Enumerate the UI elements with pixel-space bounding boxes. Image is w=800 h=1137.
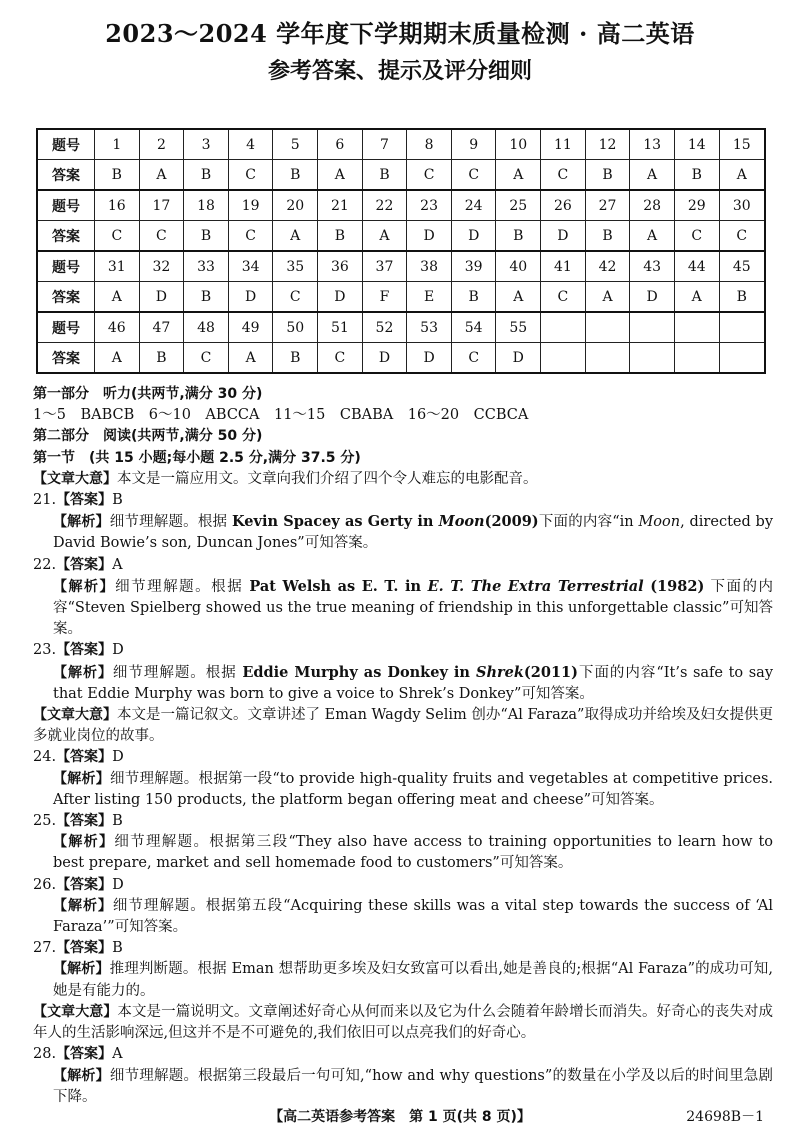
answer-cell: B bbox=[719, 282, 765, 313]
answer-cell: B bbox=[184, 282, 229, 313]
row-label: 题号 bbox=[37, 129, 95, 160]
answer-cell: F bbox=[362, 282, 407, 313]
row-label: 题号 bbox=[37, 251, 95, 282]
answer-cell: A bbox=[585, 282, 630, 313]
answer-cell: B bbox=[362, 160, 407, 191]
q24-answer: 24.【答案】D bbox=[33, 749, 124, 766]
answer-cell: D bbox=[139, 282, 184, 313]
question-number-cell: 27 bbox=[585, 190, 630, 221]
answer-cell: D bbox=[362, 343, 407, 374]
q22-analysis: 【解析】细节理解题。根据 Pat Welsh as E. T. in E. T. The Extra Terrestrial (1982) 下面的内容“Steven Spielberg showed us the true meaning of friendship in this unforgettable classic”可知答案。 bbox=[53, 577, 773, 638]
q27-analysis: 【解析】推理判断题。根据 Eman 想帮助更多埃及妇女致富可以看出,她是善良的;根据“Al Faraza”的成功可知,她是有能力的。 bbox=[53, 961, 774, 999]
answer-cell: D bbox=[630, 282, 675, 313]
answer-cell: E bbox=[407, 282, 452, 313]
row-label: 答案 bbox=[37, 160, 95, 191]
answer-cell: C bbox=[451, 160, 496, 191]
question-number-cell: 30 bbox=[719, 190, 765, 221]
question-number-cell: 43 bbox=[630, 251, 675, 282]
question-number-cell: 3 bbox=[184, 129, 229, 160]
question-number-cell: 39 bbox=[451, 251, 496, 282]
page-subtitle: 参考答案、提示及评分细则 bbox=[267, 58, 532, 84]
question-number-cell: 42 bbox=[585, 251, 630, 282]
question-number-cell: 5 bbox=[273, 129, 318, 160]
table-row-answers bbox=[37, 343, 765, 374]
question-number-cell: 47 bbox=[139, 312, 184, 343]
q28-analysis: 【解析】细节理解题。根据第三段最后一句可知,“how and why questions”的数量在小学及以后的时间里急剧下降。 bbox=[53, 1067, 773, 1105]
question-number-cell: 33 bbox=[184, 251, 229, 282]
answer-cell: C bbox=[273, 282, 318, 313]
table-row-numbers bbox=[37, 312, 765, 343]
answer-cell: C bbox=[541, 160, 586, 191]
question-number-cell: 1 bbox=[95, 129, 140, 160]
answer-cell: C bbox=[407, 160, 452, 191]
question-number-cell: 41 bbox=[541, 251, 586, 282]
answer-cell: C bbox=[541, 282, 586, 313]
q23-answer: 23.【答案】D bbox=[33, 642, 124, 659]
answer-cell: B bbox=[184, 221, 229, 252]
answer-cell bbox=[585, 343, 630, 374]
part2-heading: 第二部分 阅读(共两节,满分 50 分) bbox=[33, 428, 263, 445]
answer-cell: A bbox=[630, 160, 675, 191]
answer-cell: A bbox=[318, 160, 363, 191]
question-number-cell: 20 bbox=[273, 190, 318, 221]
question-number-cell bbox=[630, 312, 675, 343]
question-number-cell bbox=[674, 312, 719, 343]
table-row-answers bbox=[37, 160, 765, 191]
answer-cell: B bbox=[95, 160, 140, 191]
question-number-cell: 45 bbox=[719, 251, 765, 282]
answer-content bbox=[33, 384, 773, 1108]
question-number-cell: 7 bbox=[362, 129, 407, 160]
answer-cell: A bbox=[228, 343, 273, 374]
answer-cell: A bbox=[674, 282, 719, 313]
question-number-cell: 25 bbox=[496, 190, 541, 221]
question-number-cell: 49 bbox=[228, 312, 273, 343]
question-number-cell: 53 bbox=[407, 312, 452, 343]
question-number-cell: 2 bbox=[139, 129, 184, 160]
question-number-cell: 23 bbox=[407, 190, 452, 221]
answer-cell bbox=[541, 343, 586, 374]
answer-cell: C bbox=[719, 221, 765, 252]
question-number-cell: 38 bbox=[407, 251, 452, 282]
question-number-cell: 17 bbox=[139, 190, 184, 221]
question-number-cell: 32 bbox=[139, 251, 184, 282]
answer-cell: B bbox=[585, 160, 630, 191]
table-row-numbers bbox=[37, 190, 765, 221]
question-number-cell bbox=[719, 312, 765, 343]
answer-cell: A bbox=[95, 343, 140, 374]
question-number-cell: 28 bbox=[630, 190, 675, 221]
answer-cell: B bbox=[139, 343, 184, 374]
answer-cell: D bbox=[407, 343, 452, 374]
question-number-cell: 52 bbox=[362, 312, 407, 343]
question-number-cell: 4 bbox=[228, 129, 273, 160]
answer-cell: A bbox=[139, 160, 184, 191]
answer-cell: C bbox=[674, 221, 719, 252]
answer-cell: D bbox=[451, 221, 496, 252]
question-number-cell: 55 bbox=[496, 312, 541, 343]
question-number-cell: 11 bbox=[541, 129, 586, 160]
question-number-cell bbox=[585, 312, 630, 343]
row-label: 答案 bbox=[37, 282, 95, 313]
question-number-cell: 50 bbox=[273, 312, 318, 343]
question-number-cell: 26 bbox=[541, 190, 586, 221]
answer-cell: A bbox=[273, 221, 318, 252]
q28-answer: 28.【答案】A bbox=[33, 1046, 123, 1063]
answer-cell: D bbox=[541, 221, 586, 252]
row-label: 题号 bbox=[37, 190, 95, 221]
question-number-cell: 54 bbox=[451, 312, 496, 343]
part1-heading: 第一部分 听力(共两节,满分 30 分) bbox=[33, 386, 263, 402]
summary-label: 【文章大意】 bbox=[33, 470, 117, 487]
answer-cell: A bbox=[95, 282, 140, 313]
part1-answers: 1～5 BABCB 6～10 ABCCA 11～15 CBABA 16～20 CCBCA bbox=[33, 407, 529, 424]
passage-c-summary: 【文章大意】本文是一篇说明文。文章阐述好奇心从何而来以及它为什么会随着年龄增长而消失。好奇心的丧失对成年人的生活影响深远,但这并不是不可避免的,我们依旧可以点亮我们的好奇心。 bbox=[33, 1003, 773, 1042]
q23-analysis: 【解析】细节理解题。根据 Eddie Murphy as Donkey in Shrek(2011)下面的内容“It’s safe to say that Eddie Murphy was born to give a voice to Shrek’s Donkey”可知答案。 bbox=[53, 663, 774, 702]
answer-cell: C bbox=[228, 221, 273, 252]
q26-answer: 26.【答案】D bbox=[33, 876, 124, 893]
question-number-cell: 19 bbox=[228, 190, 273, 221]
question-number-cell bbox=[541, 312, 586, 343]
answer-table bbox=[36, 128, 766, 374]
question-number-cell: 9 bbox=[451, 129, 496, 160]
question-number-cell: 46 bbox=[95, 312, 140, 343]
footer-page-info: 【高二英语参考答案 第 1 页(共 8 页)】 bbox=[269, 1109, 531, 1125]
answer-cell: A bbox=[362, 221, 407, 252]
row-label: 答案 bbox=[37, 221, 95, 252]
question-number-cell: 34 bbox=[228, 251, 273, 282]
answer-cell: B bbox=[273, 160, 318, 191]
answer-cell: C bbox=[184, 343, 229, 374]
question-number-cell: 24 bbox=[451, 190, 496, 221]
answer-cell: B bbox=[674, 160, 719, 191]
q25-analysis: 【解析】细节理解题。根据第三段“They also have access to training opportunities to learn how to best prepare, market and sell homemade food to customers”可知答案。 bbox=[53, 834, 773, 872]
question-number-cell: 51 bbox=[318, 312, 363, 343]
question-number-cell: 22 bbox=[362, 190, 407, 221]
question-number-cell: 10 bbox=[496, 129, 541, 160]
answer-cell: C bbox=[95, 221, 140, 252]
answer-cell: A bbox=[496, 282, 541, 313]
table-row-numbers bbox=[37, 129, 765, 160]
section1-heading: 第一节 (共 15 小题;每小题 2.5 分,满分 37.5 分) bbox=[33, 449, 361, 466]
question-number-cell: 31 bbox=[95, 251, 140, 282]
q25-answer: 25.【答案】B bbox=[33, 813, 123, 830]
table-row-answers bbox=[37, 282, 765, 313]
answer-cell: C bbox=[139, 221, 184, 252]
answer-cell: B bbox=[184, 160, 229, 191]
question-number-cell: 48 bbox=[184, 312, 229, 343]
q22-answer: 22.【答案】A bbox=[33, 556, 123, 573]
answer-cell: B bbox=[451, 282, 496, 313]
question-number-cell: 6 bbox=[318, 129, 363, 160]
answer-cell: A bbox=[719, 160, 765, 191]
answer-cell: B bbox=[496, 221, 541, 252]
question-number-cell: 16 bbox=[95, 190, 140, 221]
answer-cell: B bbox=[318, 221, 363, 252]
question-number-cell: 8 bbox=[407, 129, 452, 160]
answer-cell: D bbox=[318, 282, 363, 313]
answer-cell: D bbox=[496, 343, 541, 374]
question-number-cell: 36 bbox=[318, 251, 363, 282]
answer-cell bbox=[719, 343, 765, 374]
question-number-cell: 37 bbox=[362, 251, 407, 282]
answer-cell: A bbox=[496, 160, 541, 191]
answer-cell: C bbox=[228, 160, 273, 191]
answer-cell: D bbox=[228, 282, 273, 313]
answer-cell: C bbox=[318, 343, 363, 374]
question-number-cell: 15 bbox=[719, 129, 765, 160]
question-number-cell: 14 bbox=[674, 129, 719, 160]
question-number-cell: 21 bbox=[318, 190, 363, 221]
answer-cell: C bbox=[451, 343, 496, 374]
answer-cell: B bbox=[585, 221, 630, 252]
question-number-cell: 35 bbox=[273, 251, 318, 282]
question-number-cell: 12 bbox=[585, 129, 630, 160]
answer-cell: A bbox=[630, 221, 675, 252]
q26-analysis: 【解析】细节理解题。根据第五段“Acquiring these skills was a vital step towards the success of ‘Al Faraza’”可知答案。 bbox=[53, 897, 773, 936]
q21-answer: 21.【答案】B bbox=[33, 492, 123, 509]
question-number-cell: 18 bbox=[184, 190, 229, 221]
answer-cell: D bbox=[407, 221, 452, 252]
page-title: 2023～2024 学年度下学期期末质量检测 · 高二英语 bbox=[105, 19, 695, 48]
answer-cell bbox=[674, 343, 719, 374]
answer-cell: B bbox=[273, 343, 318, 374]
table-row-answers bbox=[37, 221, 765, 252]
passage-a-summary: 【文章大意】本文是一篇应用文。文章向我们介绍了四个令人难忘的电影配音。 bbox=[33, 470, 538, 487]
q24-analysis: 【解析】细节理解题。根据第一段“to provide high-quality fruits and vegetables at competitive prices. After listing 150 products, the platform began offering meat and cheese”可知答案。 bbox=[53, 770, 773, 808]
question-number-cell: 40 bbox=[496, 251, 541, 282]
answer-cell bbox=[630, 343, 675, 374]
q27-answer: 27.【答案】B bbox=[33, 940, 123, 957]
question-number-cell: 13 bbox=[630, 129, 675, 160]
table-row-numbers bbox=[37, 251, 765, 282]
q21-analysis: 【解析】细节理解题。根据 Kevin Spacey as Gerty in Moon(2009)下面的内容“in Moon, directed by David Bowie’s son, Duncan Jones”可知答案。 bbox=[53, 513, 774, 552]
footer-code: 24698B－1 bbox=[686, 1109, 764, 1125]
row-label: 题号 bbox=[37, 312, 95, 343]
question-number-cell: 44 bbox=[674, 251, 719, 282]
question-number-cell: 29 bbox=[674, 190, 719, 221]
passage-b-summary: 【文章大意】本文是一篇记叙文。文章讲述了 Eman Wagdy Selim 创办“Al Faraza”取得成功并给埃及妇女提供更多就业岗位的故事。 bbox=[33, 707, 773, 745]
row-label: 答案 bbox=[37, 343, 95, 374]
